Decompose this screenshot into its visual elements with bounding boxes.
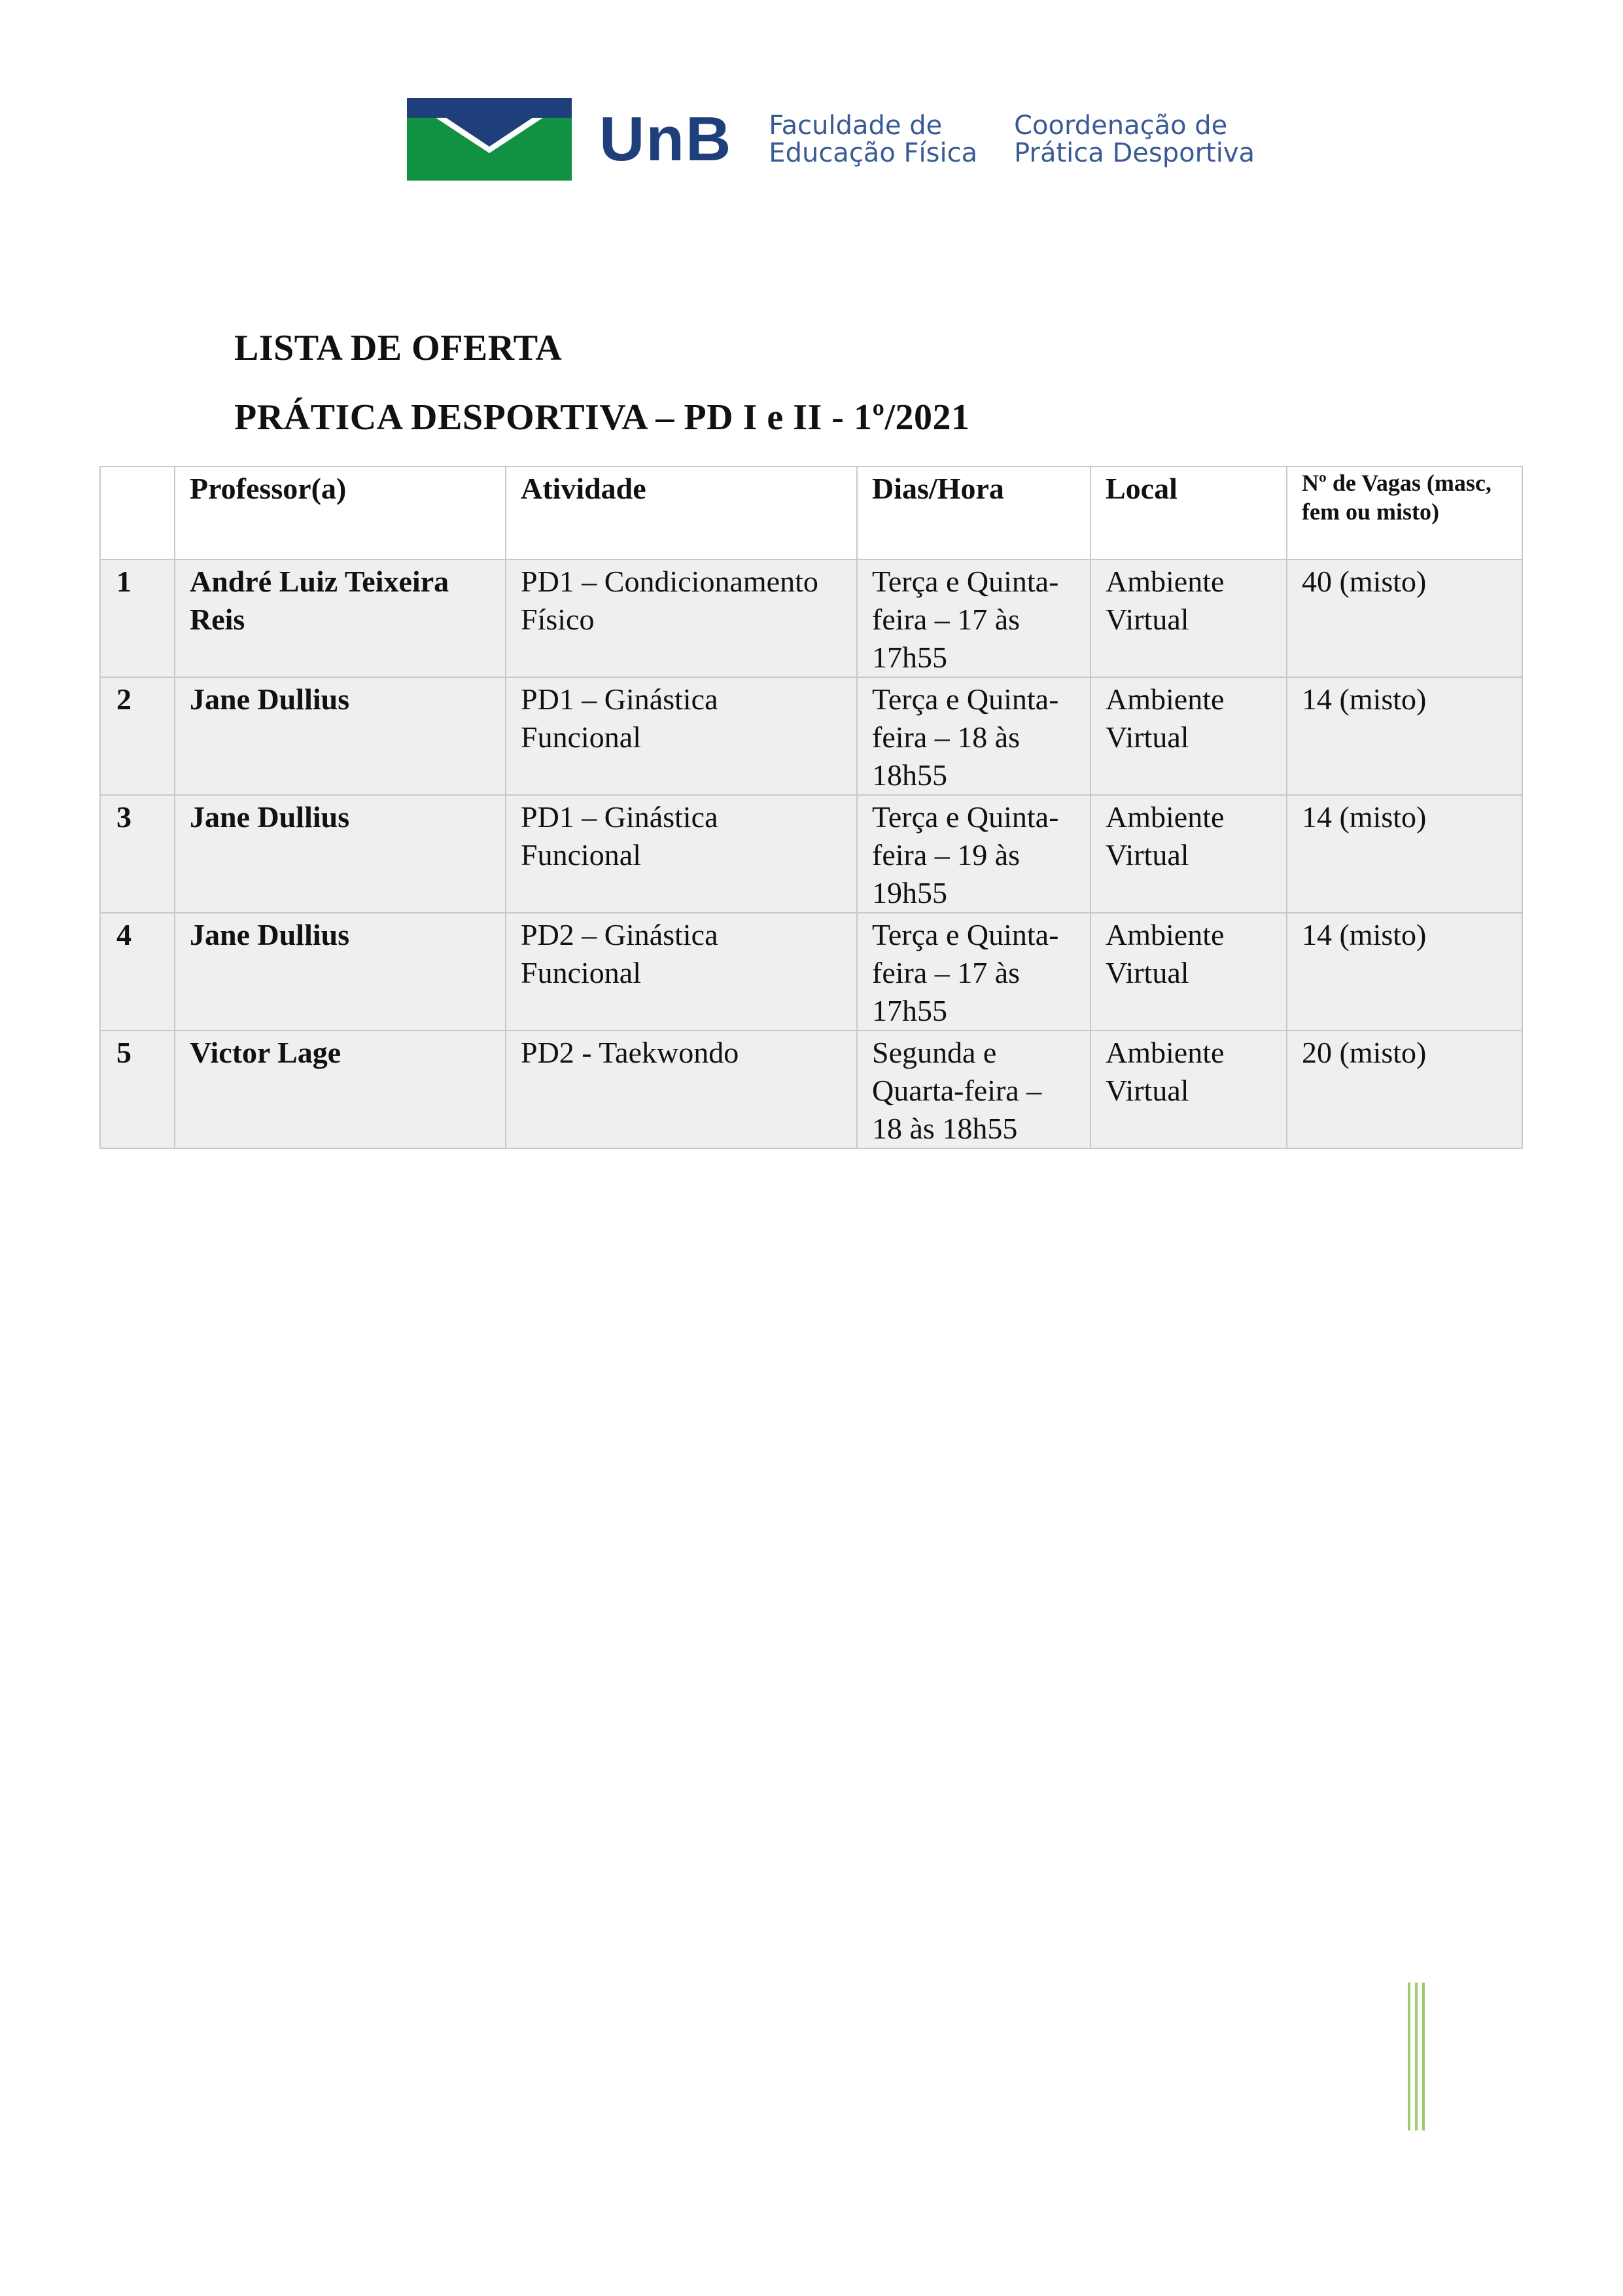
row-professor: Victor Lage <box>175 1031 506 1148</box>
header-professor: Professor(a) <box>175 467 506 559</box>
coordination-line-2: Prática Desportiva <box>1014 138 1255 168</box>
table-row <box>100 559 1522 677</box>
row-vagas: 14 (misto) <box>1287 677 1522 795</box>
row-vagas: 40 (misto) <box>1287 559 1522 677</box>
row-atividade: PD1 – Ginástica Funcional <box>506 795 857 913</box>
table-header-row <box>100 467 1522 559</box>
faculty-line-2: Educação Física <box>769 138 978 168</box>
header-vagas: Nº de Vagas (masc, fem ou misto) <box>1287 467 1522 559</box>
row-number: 4 <box>100 913 175 1031</box>
row-number: 3 <box>100 795 175 913</box>
row-professor: Jane Dullius <box>175 795 506 913</box>
row-dias-hora: Terça e Quinta-feira – 17 às 17h55 <box>857 559 1091 677</box>
row-vagas: 14 (misto) <box>1287 913 1522 1031</box>
coordination-line-1: Coordenação de <box>1014 111 1228 141</box>
row-vagas: 20 (misto) <box>1287 1031 1522 1148</box>
row-dias-hora: Segunda e Quarta-feira – 18 às 18h55 <box>857 1031 1091 1148</box>
row-dias-hora: Terça e Quinta-feira – 18 às 18h55 <box>857 677 1091 795</box>
row-vagas: 14 (misto) <box>1287 795 1522 913</box>
row-atividade: PD2 - Taekwondo <box>506 1031 857 1148</box>
row-local: Ambiente Virtual <box>1091 913 1287 1031</box>
decorative-line <box>1415 1983 1418 2130</box>
table-row <box>100 1031 1522 1148</box>
table-row <box>100 677 1522 795</box>
header-atividade: Atividade <box>506 467 857 559</box>
row-local: Ambiente Virtual <box>1091 1031 1287 1148</box>
coordination-name <box>1014 112 1255 167</box>
row-atividade: PD2 – Ginástica Funcional <box>506 913 857 1031</box>
decorative-line <box>1408 1983 1410 2130</box>
page-header <box>407 97 1255 182</box>
row-number: 1 <box>100 559 175 677</box>
row-local: Ambiente Virtual <box>1091 795 1287 913</box>
row-local: Ambiente Virtual <box>1091 677 1287 795</box>
row-number: 5 <box>100 1031 175 1148</box>
offer-table <box>99 466 1523 1149</box>
row-local: Ambiente Virtual <box>1091 559 1287 677</box>
list-title: LISTA DE OFERTA <box>234 328 563 368</box>
row-atividade: PD1 – Condicionamento Físico <box>506 559 857 677</box>
row-professor: Jane Dullius <box>175 913 506 1031</box>
unb-emblem-icon <box>407 98 572 181</box>
row-professor: Jane Dullius <box>175 677 506 795</box>
header-dias-hora: Dias/Hora <box>857 467 1091 559</box>
row-dias-hora: Terça e Quinta-feira – 17 às 17h55 <box>857 913 1091 1031</box>
faculty-line-1: Faculdade de <box>769 111 943 141</box>
row-number: 2 <box>100 677 175 795</box>
decorative-line <box>1422 1983 1425 2130</box>
row-atividade: PD1 – Ginástica Funcional <box>506 677 857 795</box>
row-dias-hora: Terça e Quinta-feira – 19 às 19h55 <box>857 795 1091 913</box>
list-subtitle: PRÁTICA DESPORTIVA – PD I e II - 1º/2021 <box>234 397 970 438</box>
faculty-name <box>769 112 977 167</box>
header-number <box>100 467 175 559</box>
header-local: Local <box>1091 467 1287 559</box>
table-row <box>100 913 1522 1031</box>
table-row <box>100 795 1522 913</box>
decorative-lines <box>1408 1983 1427 2130</box>
unb-wordmark: UnB <box>599 104 733 174</box>
row-professor: André Luiz Teixeira Reis <box>175 559 506 677</box>
